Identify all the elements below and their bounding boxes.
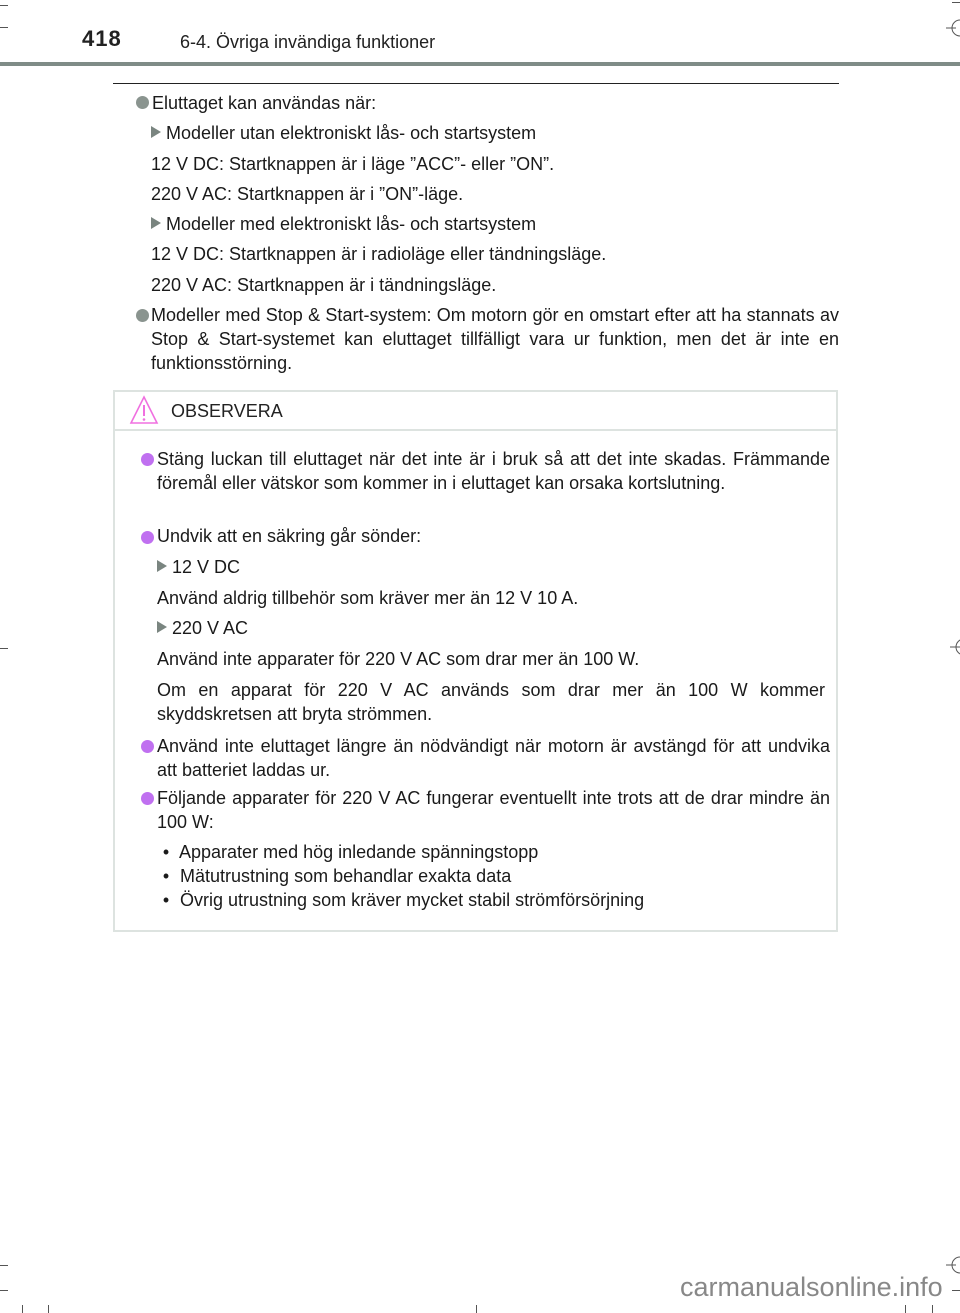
bullet-dot-icon xyxy=(141,453,154,466)
crop-mark xyxy=(0,648,8,649)
bullet-dot-icon xyxy=(141,531,154,544)
caution-header xyxy=(115,392,836,431)
caution-item: Undvik att en säkring går sönder: xyxy=(157,526,422,546)
caution-item: Följande apparater för 220 V AC fungerar eventuellt inte trots att de drar mindre än 100 W: xyxy=(157,788,830,832)
subheading-text: 12 V DC xyxy=(172,557,241,577)
bullet-icon: • xyxy=(162,842,170,862)
subheading-text: Modeller utan elektroniskt lås- och startsystem xyxy=(166,123,537,143)
caution-item: Använd inte eluttaget längre än nödvändigt när motorn är avstängd för att undvika att batteriet laddas ur. xyxy=(157,736,830,780)
crop-mark xyxy=(0,1290,8,1291)
subheading xyxy=(157,617,248,639)
sub-bullet-text: Mätutrustning som behandlar exakta data xyxy=(180,866,512,886)
crop-mark xyxy=(0,27,8,28)
text-line: 12 V DC: Startknappen är i radioläge eller tändningsläge. xyxy=(151,244,607,264)
crop-mark xyxy=(48,1305,49,1313)
text-line: Använd inte apparater för 220 V AC som drar mer än 100 W. xyxy=(157,649,640,669)
watermark: carmanualsonline.info xyxy=(680,1272,943,1302)
caution-title: OBSERVERA xyxy=(171,401,283,421)
subheading xyxy=(151,213,536,235)
content-top-rule xyxy=(113,83,839,84)
page-number: 418 xyxy=(82,26,122,51)
crop-mark xyxy=(952,1290,960,1291)
warning-triangle-icon xyxy=(129,395,159,425)
section-title: 6-4. Övriga invändiga funktioner xyxy=(180,32,436,52)
subheading xyxy=(151,122,536,144)
sub-bullet-list xyxy=(157,840,644,912)
crop-mark xyxy=(0,1265,8,1266)
sub-bullet-item xyxy=(157,840,644,864)
header-rule xyxy=(0,62,960,66)
sub-bullet-item xyxy=(157,864,644,888)
crop-mark xyxy=(476,1305,477,1313)
bullet-text: Eluttaget kan användas när: xyxy=(152,93,377,113)
text-line: Använd aldrig tillbehör som kräver mer än 12 V 10 A. xyxy=(157,588,579,608)
bullet-dot-icon xyxy=(141,740,154,753)
caution-item: Stäng luckan till eluttaget när det inte är i bruk så att det inte skadas. Främmande föremål eller vätskor som kommer in i eluttaget kan orsaka kortslutning. xyxy=(157,449,830,493)
crop-mark xyxy=(952,2,960,3)
crop-mark xyxy=(932,1305,933,1313)
text-line: 220 V AC: Startknappen är i ”ON”-läge. xyxy=(151,184,464,204)
subheading-text: Modeller med elektroniskt lås- och startsystem xyxy=(166,214,537,234)
registration-mark-icon xyxy=(946,1255,960,1275)
crop-mark xyxy=(22,1305,23,1313)
bullet-item xyxy=(136,92,376,114)
text-line: 220 V AC: Startknappen är i tändningsläge. xyxy=(151,275,497,295)
sub-bullet-text: Övrig utrustning som kräver mycket stabil strömförsörjning xyxy=(180,890,645,910)
sub-bullet-text: Apparater med hög inledande spänningstopp xyxy=(179,842,539,862)
registration-mark-icon xyxy=(950,637,960,657)
subheading-text: 220 V AC xyxy=(172,618,249,638)
sub-bullet-item xyxy=(157,888,644,912)
arrow-right-icon xyxy=(151,217,161,229)
registration-mark-icon xyxy=(946,18,960,38)
bullet-dot-icon xyxy=(136,309,149,322)
crop-mark xyxy=(0,5,8,6)
subheading xyxy=(157,556,240,578)
bullet-dot-icon xyxy=(136,96,149,109)
crop-mark xyxy=(905,1305,906,1313)
bullet-icon: • xyxy=(162,866,170,886)
text-line: 12 V DC: Startknappen är i läge ”ACC”- eller ”ON”. xyxy=(151,154,555,174)
text-line: Om en apparat för 220 V AC används som drar mer än 100 W kommer skyddskretsen att bryta strömmen. xyxy=(157,680,825,724)
bullet-dot-icon xyxy=(141,792,154,805)
arrow-right-icon xyxy=(157,560,167,572)
arrow-right-icon xyxy=(151,126,161,138)
bullet-icon: • xyxy=(162,890,170,910)
bullet-paragraph: Modeller med Stop & Start-system: Om motorn gör en omstart efter att ha stannats av Stop & Start-systemet kan eluttaget tillfälligt vara ur funktion, men det är inte en funktionsstörning. xyxy=(151,305,839,373)
arrow-right-icon xyxy=(157,621,167,633)
